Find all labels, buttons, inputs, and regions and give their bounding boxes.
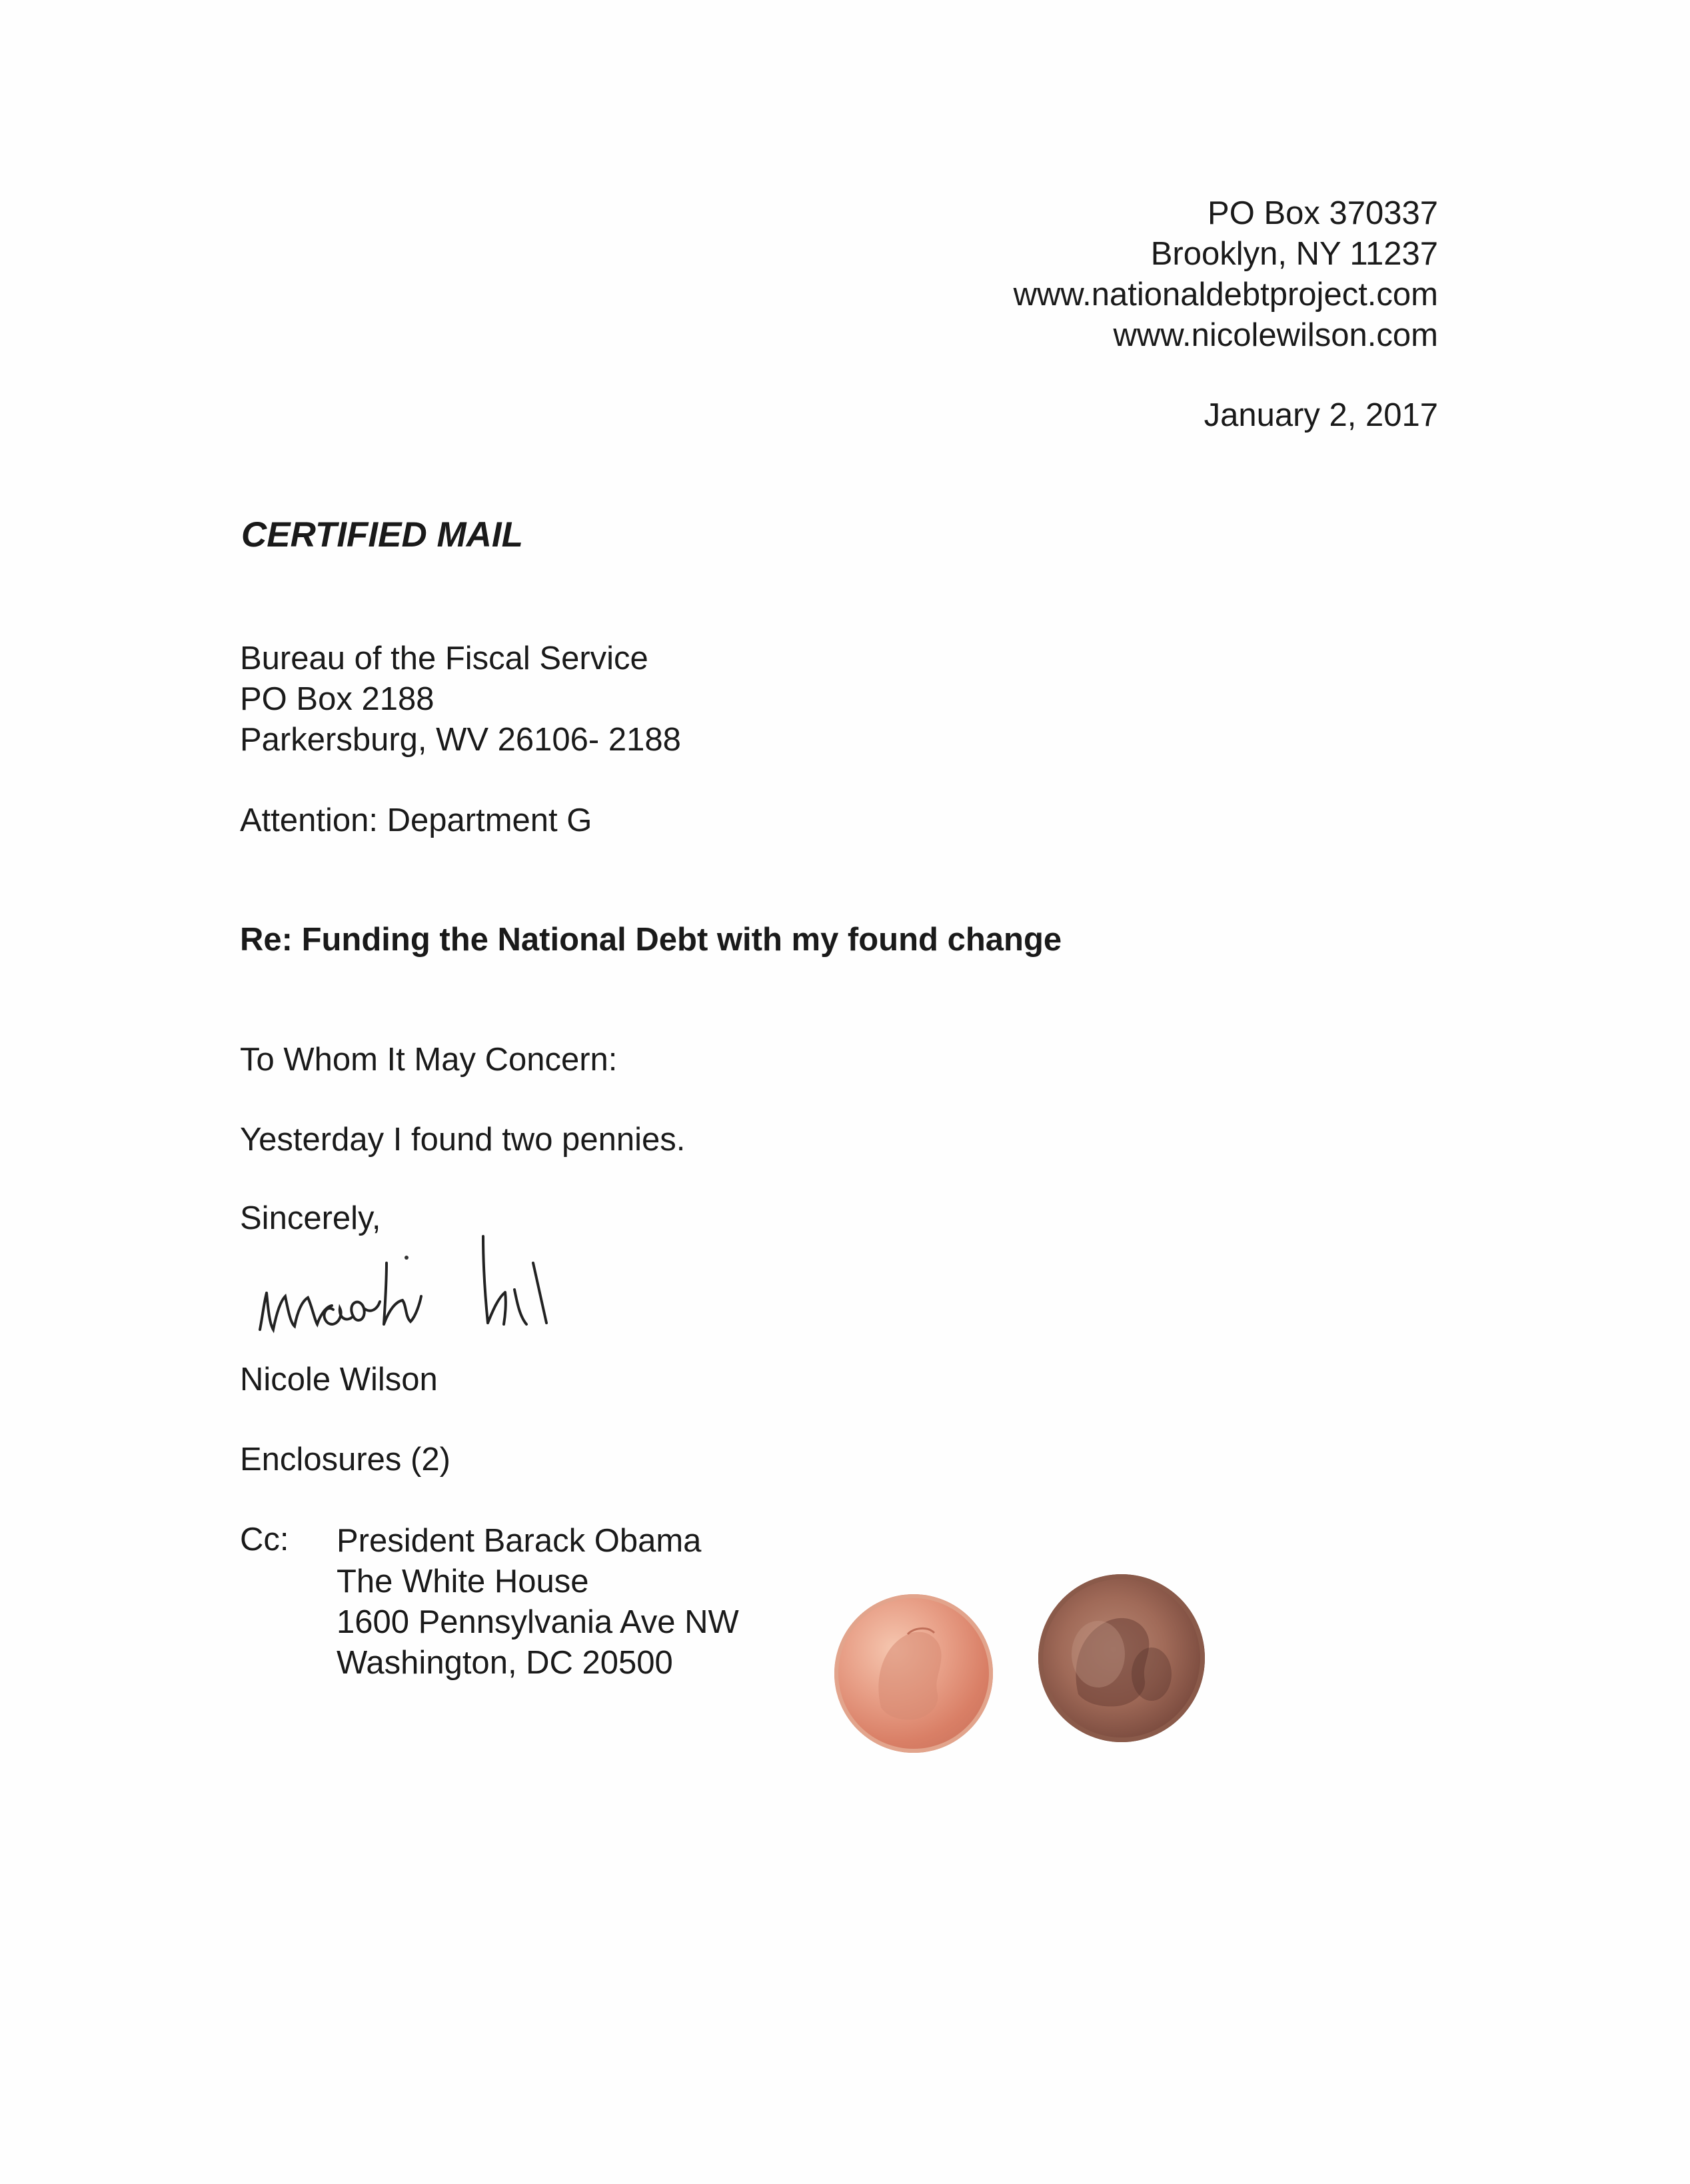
cc-address-line: The White House <box>337 1564 589 1600</box>
penny-shiny-icon <box>834 1594 993 1753</box>
penny-portrait-icon <box>1038 1574 1205 1742</box>
closing: Sincerely, <box>240 1200 381 1236</box>
sender-website-link: www.nationaldebtproject.com <box>1013 277 1438 313</box>
enclosures-note: Enclosures (2) <box>240 1442 450 1478</box>
letter-body: Yesterday I found two pennies. <box>240 1122 686 1158</box>
penny-worn-icon <box>1038 1574 1205 1742</box>
subject-line: Re: Funding the National Debt with my found change <box>240 922 1062 958</box>
sender-address <box>1014 193 1438 356</box>
cc-address-line: 1600 Pennsylvania Ave NW <box>337 1604 739 1640</box>
recipient-address <box>240 638 681 760</box>
letter-date: January 2, 2017 <box>1204 397 1438 433</box>
salutation: To Whom It May Concern: <box>240 1042 618 1078</box>
attention-line: Attention: Department G <box>240 802 592 838</box>
delivery-method: CERTIFIED MAIL <box>241 515 524 554</box>
cc-address-line: Washington, DC 20500 <box>337 1645 673 1681</box>
cc-label: Cc: <box>240 1522 289 1558</box>
recipient-address-line: Bureau of the Fiscal Service <box>240 640 648 676</box>
handwritten-signature <box>253 1223 586 1350</box>
sender-address-line: Brooklyn, NY 11237 <box>1150 236 1438 272</box>
sender-address-line: PO Box 370337 <box>1208 195 1438 231</box>
signer-name: Nicole Wilson <box>240 1362 438 1398</box>
recipient-address-line: Parkersburg, WV 26106- 2188 <box>240 722 681 758</box>
cc-address <box>337 1521 739 1683</box>
sender-website-link: www.nicolewilson.com <box>1113 317 1438 353</box>
recipient-address-line: PO Box 2188 <box>240 681 434 717</box>
cc-address-line: President Barack Obama <box>337 1523 702 1559</box>
penny-portrait-icon <box>834 1594 993 1753</box>
